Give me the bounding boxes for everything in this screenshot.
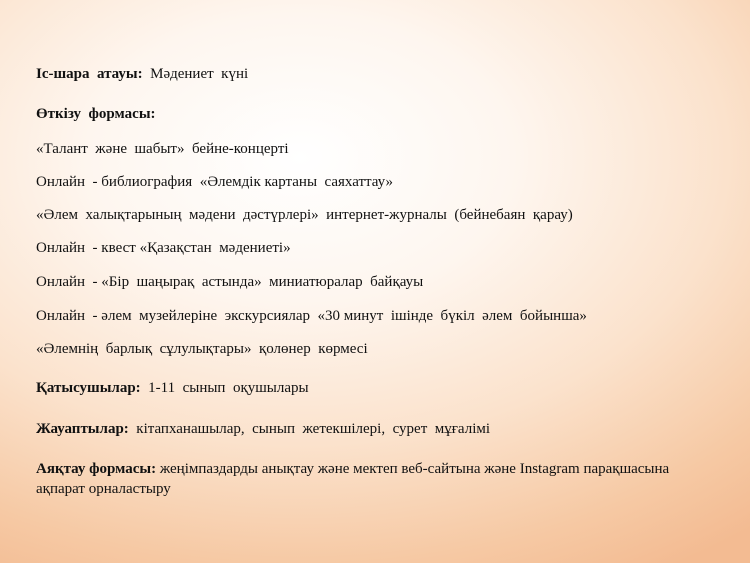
format-heading: Өткізу формасы:: [36, 106, 156, 122]
format-item: Онлайн - әлем музейлеріне экскурсиялар «30 минут ішінде бүкіл әлем бойынша»: [36, 308, 587, 324]
event-name-value: Мәдениет күні: [142, 66, 249, 82]
format-item: «Әлемнің барлық сұлулықтары» қолөнер көрмесі: [36, 341, 368, 357]
format-item: «Әлем халықтарының мәдени дәстүрлері» интернет-журналы (бейнебаян қарау): [36, 207, 573, 223]
closing-value: жеңімпаздарды анықтау және мектеп веб-сайтына және Instagram парақшасына ақпарат орналастыру: [36, 461, 670, 497]
event-name-line: [36, 64, 248, 84]
closing-label: Аяқтау формасы:: [36, 461, 157, 477]
event-name-label: Іс-шара атауы:: [36, 66, 143, 82]
participants-label: Қатысушылар:: [36, 380, 141, 396]
format-item: Онлайн - «Бір шаңырақ астында» миниатюралар байқауы: [36, 274, 424, 290]
participants-value: 1-11 сынып оқушылары: [140, 380, 309, 396]
closing-line: [36, 459, 696, 499]
responsible-value: кітапханашылар, сынып жетекшілері, сурет мұғалімі: [128, 421, 491, 437]
format-item: «Талант және шабыт» бейне-концерті: [36, 141, 289, 157]
format-item: Онлайн - квест «Қазақстан мәдениеті»: [36, 240, 291, 256]
responsible-line: [36, 419, 490, 439]
responsible-label: Жауаптылар:: [36, 421, 129, 437]
participants-line: [36, 378, 309, 398]
format-item: Онлайн - библиография «Әлемдік картаны саяхаттау»: [36, 174, 394, 190]
